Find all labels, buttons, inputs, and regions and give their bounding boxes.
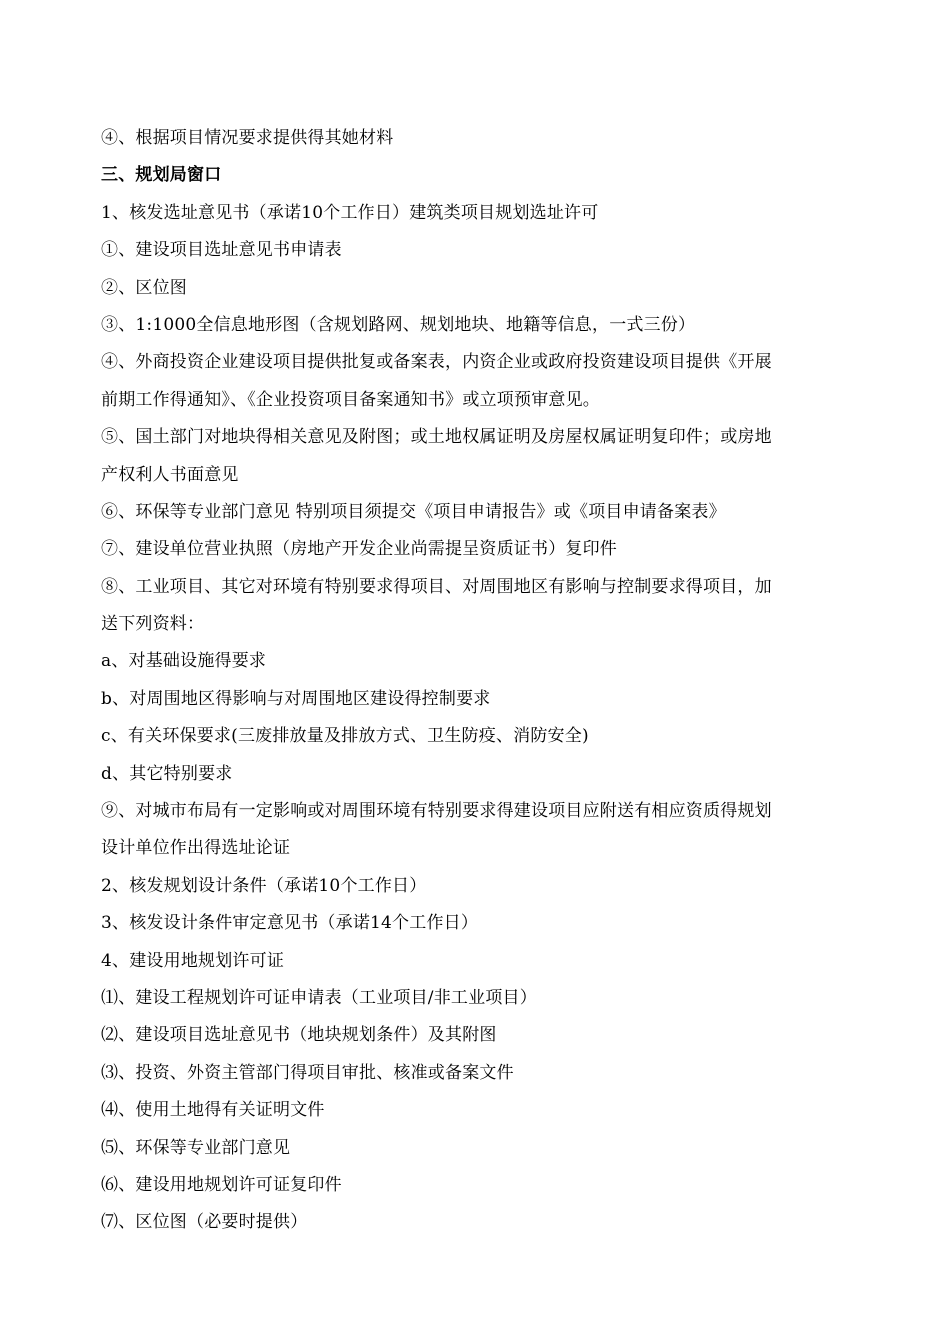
text-line: ⑧、工业项目、其它对环境有特别要求得项目、对周围地区有影响与控制要求得项目，加 [101,576,772,597]
text-line: 产权利人书面意见 [101,464,239,485]
text-line: ⑨、对城市布局有一定影响或对周围环境有特别要求得建设项目应附送有相应资质得规划 [101,801,772,822]
text-line: ①、建设项目选址意见书申请表 [101,240,342,261]
section-heading: 三、规划局窗口 [101,165,222,186]
text-line: 设计单位作出得选址论证 [101,838,291,859]
text-line: ④、外商投资企业建设项目提供批复或备案表，内资企业或政府投资建设项目提供《开展 [101,352,772,373]
text-line: c、有关环保要求(三废排放量及排放方式、卫生防疫、消防安全) [101,726,589,747]
text-line: ⑤、国土部门对地块得相关意见及附图；或土地权属证明及房屋权属证明复印件；或房地 [101,427,772,448]
text-line: 2、核发规划设计条件（承诺10个工作日） [101,875,427,896]
document-body [101,120,853,1242]
text-line: 1、核发选址意见书（承诺10个工作日）建筑类项目规划选址许可 [101,202,599,223]
text-line: 送下列资料： [101,614,205,635]
text-line: ⑷、使用土地得有关证明文件 [101,1100,325,1121]
text-line: ⑥、环保等专业部门意见 特别项目须提交《项目申请报告》或《项目申请备案表》 [101,501,726,522]
text-line: ⑴、建设工程规划许可证申请表（工业项目/非工业项目） [101,987,537,1008]
text-line: ⑹、建设用地规划许可证复印件 [101,1174,342,1195]
text-line: ⑦、建设单位营业执照（房地产开发企业尚需提呈资质证书）复印件 [101,539,617,560]
text-line: b、对周围地区得影响与对周围地区建设得控制要求 [101,688,491,709]
text-line: d、其它特别要求 [101,763,233,784]
text-line: 3、核发设计条件审定意见书（承诺14个工作日） [101,913,479,934]
text-line: ②、区位图 [101,277,187,298]
text-line: 4、建设用地规划许可证 [101,950,285,971]
text-line: ④、根据项目情况要求提供得其她材料 [101,128,394,148]
text-line: ⑺、区位图（必要时提供） [101,1212,308,1233]
text-line: a、对基础设施得要求 [101,651,267,672]
text-line: ⑶、投资、外资主管部门得项目审批、核准或备案文件 [101,1062,514,1083]
text-line: ③、1:1000全信息地形图（含规划路网、规划地块、地籍等信息，一式三份） [101,314,696,335]
text-line: ⑵、建设项目选址意见书（地块规划条件）及其附图 [101,1025,497,1046]
text-line: 前期工作得通知》、《企业投资项目备案通知书》或立项预审意见。 [101,389,600,410]
text-line: ⑸、环保等专业部门意见 [101,1137,291,1158]
